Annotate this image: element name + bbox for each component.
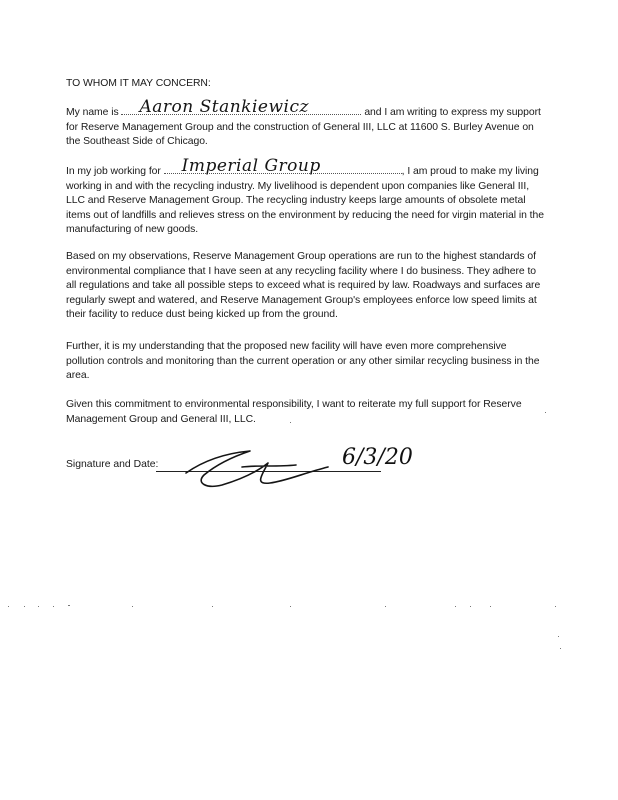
name-body-text: and I am writing to express my support for Reserve Management Group and the construction of General III, LLC at 11600 S. Burley Avenue on the Southeast Side of Chicago. (66, 107, 541, 148)
employer-intro-text: In my job working for (66, 166, 161, 177)
employer-body-text: , I am proud to make my living working in and with the recycling industry. My livelihood is dependent upon companies like General III, LLC and Reserve Management Group. The recycling industry keeps large amounts of obsolete metal items out of landfills and relieves stress on the environment by reducing the need for virgin material in the manufacturing of new goods. (66, 166, 544, 236)
salutation: TO WHOM IT MAY CONCERN: (66, 78, 211, 89)
signature-label: Signature and Date: (66, 459, 159, 470)
paragraph-support: Given this commitment to environmental responsibility, I want to reiterate my full support for Reserve Management Group and General III, LLC. (66, 399, 522, 425)
handwritten-date: 6/3/20 (342, 445, 413, 470)
paragraph-observations: Based on my observations, Reserve Management Group operations are run to the highest standards of environmental compliance that I have seen at any recycling facility where I do business. They adhere to all regulations and take all possible steps to exceed what is required by law. Roadways and surfaces are regularly swept and watered, and Reserve Management Group's employees enforce low speed limits at their facility to reduce dust being kicked up from the ground. (66, 251, 541, 321)
paragraph-understanding: Further, it is my understanding that the proposed new facility will have even more comprehensive pollution controls and monitoring than the current operation or any other similar recycling business in the area. (66, 341, 540, 382)
handwritten-company: Imperial Group (181, 156, 321, 177)
handwritten-name: Aaron Stankiewicz (139, 97, 309, 118)
name-intro-text: My name is (66, 107, 119, 118)
